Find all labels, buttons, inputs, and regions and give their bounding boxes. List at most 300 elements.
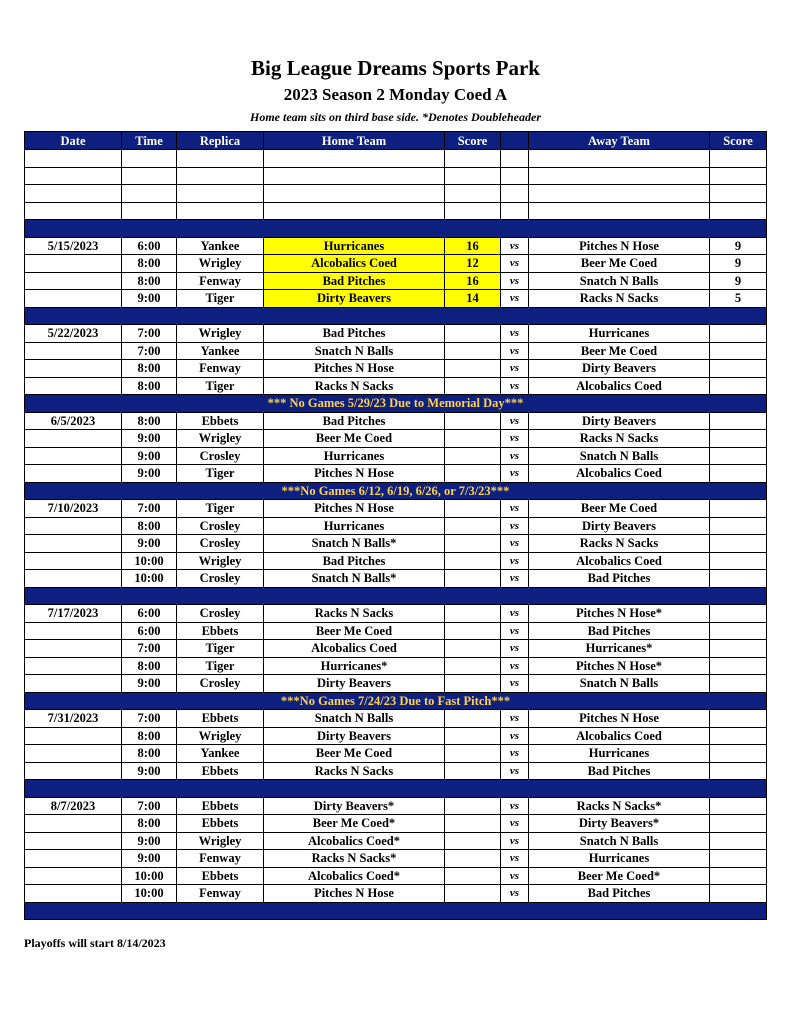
- col-header-away-score: Score: [710, 132, 767, 150]
- home-score-cell: [445, 850, 501, 868]
- away-score-cell: [710, 552, 767, 570]
- empty-cell: [177, 202, 264, 220]
- vs-cell: vs: [501, 465, 529, 483]
- replica-cell: Tiger: [177, 290, 264, 308]
- empty-cell: [122, 167, 177, 185]
- home-score-cell: [445, 727, 501, 745]
- away-team-cell: Beer Me Coed: [529, 500, 710, 518]
- away-score-cell: [710, 342, 767, 360]
- time-cell: 8:00: [122, 377, 177, 395]
- replica-cell: Ebbets: [177, 762, 264, 780]
- away-score-cell: [710, 832, 767, 850]
- home-team-cell: Hurricanes: [264, 517, 445, 535]
- home-team-cell: Beer Me Coed*: [264, 815, 445, 833]
- away-team-cell: Bad Pitches: [529, 622, 710, 640]
- date-cell: [25, 815, 122, 833]
- away-team-cell: Beer Me Coed: [529, 342, 710, 360]
- playoffs-note: Playoffs will start 8/14/2023: [24, 936, 166, 950]
- vs-cell: vs: [501, 640, 529, 658]
- separator-cell: [25, 587, 767, 605]
- date-cell: [25, 517, 122, 535]
- home-score-cell: [445, 885, 501, 903]
- game-row: [25, 237, 767, 255]
- vs-cell: vs: [501, 535, 529, 553]
- game-row: [25, 465, 767, 483]
- home-team-cell: Beer Me Coed: [264, 430, 445, 448]
- time-cell: 10:00: [122, 552, 177, 570]
- away-team-cell: Alcobalics Coed: [529, 465, 710, 483]
- replica-cell: Fenway: [177, 360, 264, 378]
- game-row: [25, 360, 767, 378]
- replica-cell: Tiger: [177, 500, 264, 518]
- replica-cell: Ebbets: [177, 412, 264, 430]
- home-score-cell: [445, 675, 501, 693]
- home-score-cell: [445, 500, 501, 518]
- home-team-cell: Dirty Beavers: [264, 675, 445, 693]
- time-cell: 8:00: [122, 815, 177, 833]
- home-team-cell: Dirty Beavers: [264, 290, 445, 308]
- away-team-cell: Pitches N Hose: [529, 237, 710, 255]
- away-score-cell: [710, 885, 767, 903]
- home-team-cell: Bad Pitches: [264, 325, 445, 343]
- home-score-cell: [445, 605, 501, 623]
- vs-cell: vs: [501, 290, 529, 308]
- separator-cell: [25, 307, 767, 325]
- away-score-cell: [710, 430, 767, 448]
- separator-row: [25, 220, 767, 238]
- away-team-cell: Alcobalics Coed: [529, 552, 710, 570]
- home-team-cell: Snatch N Balls: [264, 342, 445, 360]
- time-cell: 7:00: [122, 710, 177, 728]
- separator-cell: [25, 780, 767, 798]
- empty-cell: [501, 167, 529, 185]
- away-score-cell: [710, 727, 767, 745]
- date-cell: [25, 622, 122, 640]
- vs-cell: vs: [501, 447, 529, 465]
- game-row: [25, 815, 767, 833]
- vs-cell: vs: [501, 797, 529, 815]
- away-score-cell: [710, 622, 767, 640]
- replica-cell: Wrigley: [177, 255, 264, 273]
- vs-cell: vs: [501, 762, 529, 780]
- vs-cell: vs: [501, 622, 529, 640]
- replica-cell: Tiger: [177, 377, 264, 395]
- schedule-body: [25, 150, 767, 920]
- replica-cell: Fenway: [177, 850, 264, 868]
- away-score-cell: [710, 762, 767, 780]
- vs-cell: vs: [501, 377, 529, 395]
- away-score-cell: [710, 640, 767, 658]
- banner-text: *** No Games 5/29/23 Due to Memorial Day***: [25, 395, 767, 413]
- home-team-cell: Bad Pitches: [264, 552, 445, 570]
- home-team-note: Home team sits on third base side. *Denotes Doubleheader: [250, 110, 541, 124]
- date-cell: [25, 360, 122, 378]
- home-team-cell: Hurricanes*: [264, 657, 445, 675]
- away-team-cell: Dirty Beavers: [529, 517, 710, 535]
- vs-cell: vs: [501, 832, 529, 850]
- away-score-cell: [710, 447, 767, 465]
- away-team-cell: Bad Pitches: [529, 885, 710, 903]
- away-team-cell: Pitches N Hose: [529, 710, 710, 728]
- home-score-cell: [445, 535, 501, 553]
- empty-cell: [501, 202, 529, 220]
- vs-cell: vs: [501, 552, 529, 570]
- game-row: [25, 710, 767, 728]
- home-score-cell: 14: [445, 290, 501, 308]
- home-score-cell: [445, 430, 501, 448]
- empty-cell: [529, 150, 710, 168]
- empty-cell: [122, 185, 177, 203]
- home-team-cell: Bad Pitches: [264, 272, 445, 290]
- vs-cell: vs: [501, 727, 529, 745]
- game-row: [25, 500, 767, 518]
- time-cell: 7:00: [122, 342, 177, 360]
- empty-cell: [445, 202, 501, 220]
- replica-cell: Crosley: [177, 675, 264, 693]
- away-team-cell: Pitches N Hose*: [529, 657, 710, 675]
- blank-row: [25, 185, 767, 203]
- away-score-cell: [710, 412, 767, 430]
- away-team-cell: Dirty Beavers*: [529, 815, 710, 833]
- time-cell: 6:00: [122, 622, 177, 640]
- replica-cell: Crosley: [177, 570, 264, 588]
- time-cell: 9:00: [122, 762, 177, 780]
- empty-cell: [529, 167, 710, 185]
- empty-cell: [264, 202, 445, 220]
- away-score-cell: 5: [710, 290, 767, 308]
- time-cell: 8:00: [122, 412, 177, 430]
- home-score-cell: [445, 657, 501, 675]
- home-score-cell: [445, 465, 501, 483]
- home-team-cell: Racks N Sacks*: [264, 850, 445, 868]
- replica-cell: Crosley: [177, 517, 264, 535]
- away-team-cell: Alcobalics Coed: [529, 377, 710, 395]
- time-cell: 9:00: [122, 290, 177, 308]
- col-header-away-team: Away Team: [529, 132, 710, 150]
- home-team-cell: Hurricanes: [264, 447, 445, 465]
- date-cell: [25, 342, 122, 360]
- away-score-cell: [710, 605, 767, 623]
- away-team-cell: Beer Me Coed*: [529, 867, 710, 885]
- empty-cell: [445, 185, 501, 203]
- empty-cell: [501, 185, 529, 203]
- home-team-cell: Pitches N Hose: [264, 885, 445, 903]
- replica-cell: Yankee: [177, 745, 264, 763]
- empty-cell: [264, 167, 445, 185]
- empty-cell: [445, 167, 501, 185]
- away-team-cell: Pitches N Hose*: [529, 605, 710, 623]
- date-cell: [25, 535, 122, 553]
- home-score-cell: [445, 762, 501, 780]
- replica-cell: Ebbets: [177, 815, 264, 833]
- blank-row: [25, 202, 767, 220]
- empty-cell: [710, 167, 767, 185]
- time-cell: 9:00: [122, 430, 177, 448]
- game-row: [25, 622, 767, 640]
- game-row: [25, 325, 767, 343]
- home-team-cell: Hurricanes: [264, 237, 445, 255]
- date-cell: [25, 570, 122, 588]
- home-team-cell: Snatch N Balls*: [264, 535, 445, 553]
- vs-cell: vs: [501, 885, 529, 903]
- vs-cell: vs: [501, 675, 529, 693]
- time-cell: 8:00: [122, 745, 177, 763]
- game-row: [25, 412, 767, 430]
- game-row: [25, 272, 767, 290]
- away-score-cell: [710, 517, 767, 535]
- col-header-time: Time: [122, 132, 177, 150]
- away-team-cell: Bad Pitches: [529, 570, 710, 588]
- vs-cell: vs: [501, 850, 529, 868]
- home-score-cell: [445, 815, 501, 833]
- page-subtitle: 2023 Season 2 Monday Coed A: [283, 85, 508, 104]
- time-cell: 8:00: [122, 517, 177, 535]
- no-games-banner: [25, 395, 767, 413]
- game-row: [25, 290, 767, 308]
- replica-cell: Yankee: [177, 342, 264, 360]
- game-row: [25, 447, 767, 465]
- home-team-cell: Alcobalics Coed: [264, 640, 445, 658]
- away-team-cell: Snatch N Balls: [529, 272, 710, 290]
- empty-cell: [501, 150, 529, 168]
- away-team-cell: Snatch N Balls: [529, 675, 710, 693]
- separator-cell: [25, 902, 767, 920]
- vs-cell: vs: [501, 342, 529, 360]
- vs-cell: vs: [501, 255, 529, 273]
- game-row: [25, 552, 767, 570]
- home-score-cell: [445, 745, 501, 763]
- away-team-cell: Racks N Sacks: [529, 290, 710, 308]
- empty-cell: [529, 202, 710, 220]
- home-score-cell: [445, 360, 501, 378]
- game-row: [25, 885, 767, 903]
- empty-cell: [122, 150, 177, 168]
- time-cell: 10:00: [122, 867, 177, 885]
- replica-cell: Wrigley: [177, 552, 264, 570]
- col-header-replica: Replica: [177, 132, 264, 150]
- vs-cell: vs: [501, 412, 529, 430]
- empty-cell: [710, 150, 767, 168]
- home-team-cell: Racks N Sacks: [264, 605, 445, 623]
- col-header-home-team: Home Team: [264, 132, 445, 150]
- time-cell: 9:00: [122, 850, 177, 868]
- game-row: [25, 675, 767, 693]
- replica-cell: Wrigley: [177, 325, 264, 343]
- separator-cell: [25, 220, 767, 238]
- game-row: [25, 377, 767, 395]
- date-cell: 5/15/2023: [25, 237, 122, 255]
- away-score-cell: 9: [710, 255, 767, 273]
- empty-cell: [445, 150, 501, 168]
- date-cell: [25, 290, 122, 308]
- game-row: [25, 605, 767, 623]
- home-score-cell: [445, 832, 501, 850]
- home-team-cell: Dirty Beavers*: [264, 797, 445, 815]
- home-team-cell: Pitches N Hose: [264, 465, 445, 483]
- time-cell: 8:00: [122, 272, 177, 290]
- away-team-cell: Snatch N Balls: [529, 832, 710, 850]
- away-score-cell: [710, 815, 767, 833]
- date-cell: [25, 465, 122, 483]
- date-cell: [25, 675, 122, 693]
- blank-row: [25, 167, 767, 185]
- vs-cell: vs: [501, 657, 529, 675]
- date-cell: [25, 850, 122, 868]
- time-cell: 9:00: [122, 832, 177, 850]
- away-team-cell: Beer Me Coed: [529, 255, 710, 273]
- game-row: [25, 430, 767, 448]
- col-header-home-score: Score: [445, 132, 501, 150]
- home-score-cell: [445, 377, 501, 395]
- home-team-cell: Racks N Sacks: [264, 762, 445, 780]
- blank-row: [25, 150, 767, 168]
- replica-cell: Tiger: [177, 640, 264, 658]
- empty-cell: [710, 185, 767, 203]
- home-score-cell: 16: [445, 272, 501, 290]
- home-score-cell: [445, 622, 501, 640]
- vs-cell: vs: [501, 745, 529, 763]
- empty-cell: [122, 202, 177, 220]
- home-team-cell: Dirty Beavers: [264, 727, 445, 745]
- time-cell: 8:00: [122, 727, 177, 745]
- game-row: [25, 342, 767, 360]
- game-row: [25, 745, 767, 763]
- home-score-cell: [445, 447, 501, 465]
- away-score-cell: [710, 377, 767, 395]
- home-team-cell: Alcobalics Coed*: [264, 867, 445, 885]
- time-cell: 9:00: [122, 675, 177, 693]
- separator-row: [25, 587, 767, 605]
- home-team-cell: Alcobalics Coed: [264, 255, 445, 273]
- game-row: [25, 255, 767, 273]
- empty-cell: [710, 202, 767, 220]
- home-team-cell: Alcobalics Coed*: [264, 832, 445, 850]
- away-score-cell: [710, 325, 767, 343]
- no-games-banner: [25, 692, 767, 710]
- game-row: [25, 727, 767, 745]
- time-cell: 7:00: [122, 640, 177, 658]
- date-cell: [25, 762, 122, 780]
- separator-row: [25, 780, 767, 798]
- vs-cell: vs: [501, 360, 529, 378]
- date-cell: [25, 832, 122, 850]
- away-score-cell: [710, 675, 767, 693]
- game-row: [25, 517, 767, 535]
- home-team-cell: Beer Me Coed: [264, 745, 445, 763]
- away-score-cell: [710, 465, 767, 483]
- home-score-cell: [445, 325, 501, 343]
- replica-cell: Tiger: [177, 465, 264, 483]
- vs-cell: vs: [501, 570, 529, 588]
- away-team-cell: Hurricanes*: [529, 640, 710, 658]
- away-score-cell: [710, 360, 767, 378]
- away-score-cell: [710, 657, 767, 675]
- empty-cell: [25, 185, 122, 203]
- empty-cell: [177, 185, 264, 203]
- replica-cell: Fenway: [177, 885, 264, 903]
- date-cell: 7/31/2023: [25, 710, 122, 728]
- vs-cell: vs: [501, 815, 529, 833]
- banner-text: ***No Games 6/12, 6/19, 6/26, or 7/3/23***: [25, 482, 767, 500]
- home-score-cell: 16: [445, 237, 501, 255]
- separator-row: [25, 902, 767, 920]
- date-cell: 6/5/2023: [25, 412, 122, 430]
- home-team-cell: Beer Me Coed: [264, 622, 445, 640]
- away-score-cell: 9: [710, 237, 767, 255]
- replica-cell: Wrigley: [177, 430, 264, 448]
- time-cell: 10:00: [122, 570, 177, 588]
- home-team-cell: Racks N Sacks: [264, 377, 445, 395]
- time-cell: 7:00: [122, 797, 177, 815]
- away-team-cell: Racks N Sacks*: [529, 797, 710, 815]
- col-header-date: Date: [25, 132, 122, 150]
- away-team-cell: Dirty Beavers: [529, 412, 710, 430]
- page-title: Big League Dreams Sports Park: [251, 56, 540, 80]
- empty-cell: [25, 150, 122, 168]
- no-games-banner: [25, 482, 767, 500]
- banner-text: ***No Games 7/24/23 Due to Fast Pitch***: [25, 692, 767, 710]
- away-team-cell: Hurricanes: [529, 850, 710, 868]
- time-cell: 9:00: [122, 535, 177, 553]
- away-score-cell: 9: [710, 272, 767, 290]
- away-score-cell: [710, 535, 767, 553]
- home-score-cell: [445, 412, 501, 430]
- replica-cell: Crosley: [177, 605, 264, 623]
- home-team-cell: Pitches N Hose: [264, 360, 445, 378]
- date-cell: [25, 745, 122, 763]
- game-row: [25, 535, 767, 553]
- time-cell: 10:00: [122, 885, 177, 903]
- away-score-cell: [710, 850, 767, 868]
- away-score-cell: [710, 710, 767, 728]
- date-cell: [25, 657, 122, 675]
- replica-cell: Crosley: [177, 447, 264, 465]
- replica-cell: Fenway: [177, 272, 264, 290]
- date-cell: 5/22/2023: [25, 325, 122, 343]
- away-team-cell: Dirty Beavers: [529, 360, 710, 378]
- empty-cell: [25, 167, 122, 185]
- time-cell: 7:00: [122, 500, 177, 518]
- date-cell: [25, 885, 122, 903]
- home-team-cell: Pitches N Hose: [264, 500, 445, 518]
- away-score-cell: [710, 867, 767, 885]
- away-team-cell: Snatch N Balls: [529, 447, 710, 465]
- game-row: [25, 640, 767, 658]
- home-team-cell: Snatch N Balls*: [264, 570, 445, 588]
- away-team-cell: Hurricanes: [529, 325, 710, 343]
- game-row: [25, 832, 767, 850]
- date-cell: [25, 272, 122, 290]
- replica-cell: Ebbets: [177, 867, 264, 885]
- home-score-cell: [445, 640, 501, 658]
- date-cell: [25, 255, 122, 273]
- time-cell: 6:00: [122, 605, 177, 623]
- replica-cell: Wrigley: [177, 832, 264, 850]
- vs-cell: vs: [501, 605, 529, 623]
- replica-cell: Wrigley: [177, 727, 264, 745]
- empty-cell: [264, 150, 445, 168]
- home-score-cell: [445, 797, 501, 815]
- game-row: [25, 850, 767, 868]
- home-score-cell: [445, 867, 501, 885]
- empty-cell: [177, 150, 264, 168]
- away-team-cell: Bad Pitches: [529, 762, 710, 780]
- time-cell: 8:00: [122, 360, 177, 378]
- empty-cell: [264, 185, 445, 203]
- vs-cell: vs: [501, 325, 529, 343]
- vs-cell: vs: [501, 710, 529, 728]
- away-score-cell: [710, 570, 767, 588]
